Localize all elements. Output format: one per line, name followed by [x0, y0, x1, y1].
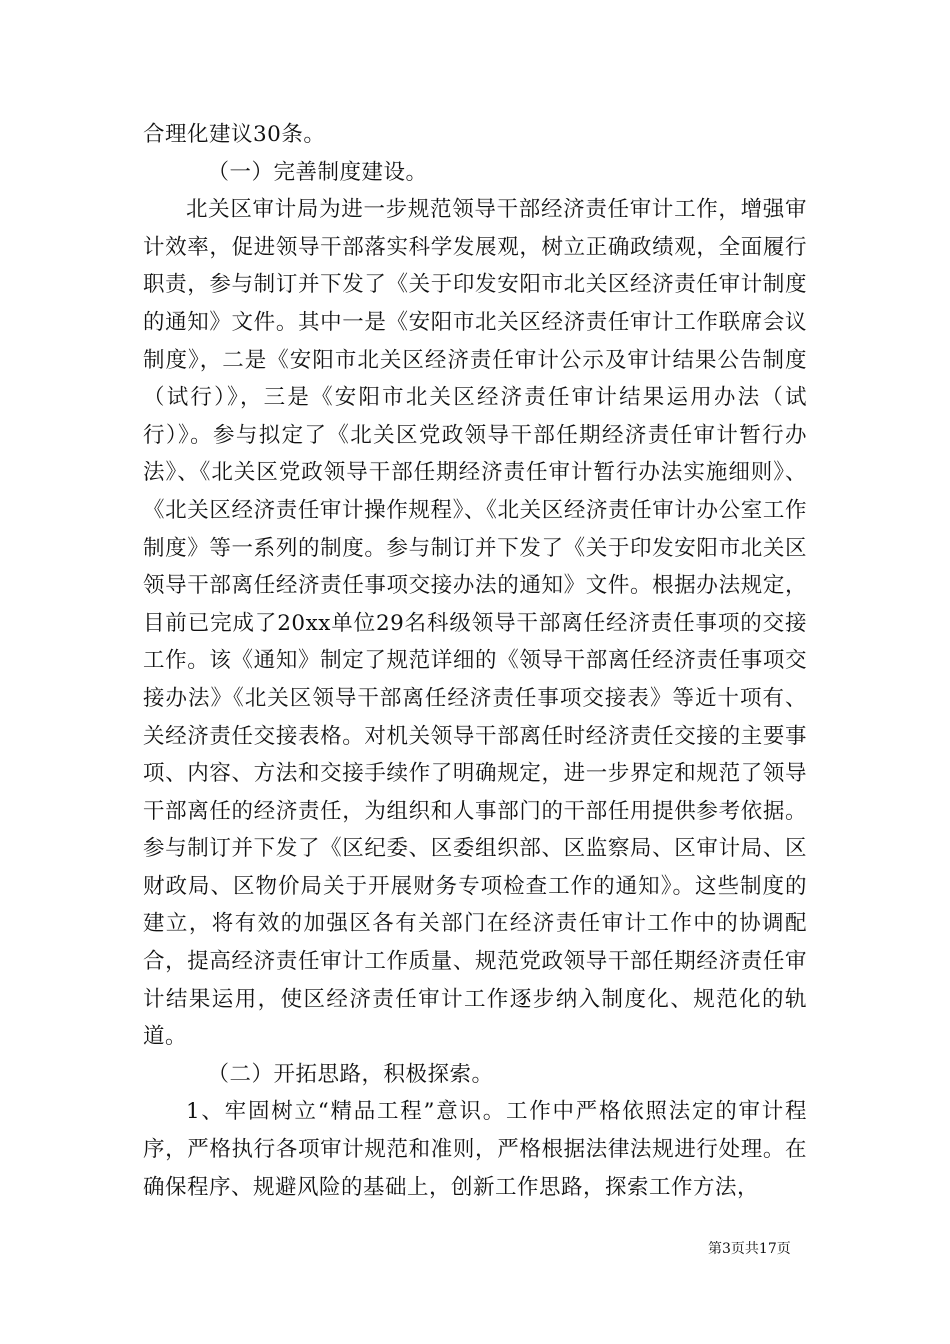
section-heading-1: （一）完善制度建设。	[207, 159, 428, 185]
page-footer: 第3页共17页	[708, 1241, 791, 1257]
paragraph-quality-project: 1、牢固树立“精品工程”意识。工作中严格依照法定的审计程序，严格执行各项审计规范和准则，严格根据法律法规进行处理。在确保程序、规避风险的基础上，创新工作思路，探索工作方法，	[143, 1099, 807, 1200]
paragraph-continuation: 合理化建议30条。	[143, 122, 326, 147]
section-heading-2: （二）开拓思路，积极探索。	[207, 1061, 494, 1087]
paragraph-system-building: 北关区审计局为进一步规范领导干部经济责任审计工作，增强审计效率，促进领导干部落实科学发展观，树立正确政绩观，全面履行职责，参与制订并下发了《关于印发安阳市北关区经济责任审计制度的通知》文件。其中一是《安阳市北关区经济责任审计工作联席会议制度》，二是《安阳市北关区经济责任审计公示及审计结果公告制度（试行）》，三是《安阳市北关区经济责任审计结果运用办法（试行）》。参与拟定了《北关区党政领导干部任期经济责任审计暂行办法》、《北关区党政领导干部任期经济责任审计暂行办法实施细则》、《北关区经济责任审计操作规程》、《北关区经济责任审计办公室工作制度》等一系列的制度。参与制订并下发了《关于印发安阳市北关区领导干部离任经济责任事项交接办法的通知》文件。根据办法规定，目前已完成了20xx单位29名科级领导干部离任经济责任事项的交接工作。该《通知》制定了规范详细的《领导干部离任经济责任事项交接办法》《北关区领导干部离任经济责任事项交接表》等近十项有、关经济责任交接表格。对机关领导干部离任时经济责任交接的主要事项、内容、方法和交接手续作了明确规定，进一步界定和规范了领导干部离任的经济责任，为组织和人事部门的干部任用提供参考依据。参与制订并下发了《区纪委、区委组织部、区监察局、区审计局、区财政局、区物价局关于开展财务专项检查工作的通知》。这些制度的建立，将有效的加强区各有关部门在经济责任审计工作中的协调配合，提高经济责任审计工作质量、规范党政领导干部任期经济责任审计结果运用，使区经济责任审计工作逐步纳入制度化、规范化的轨道。	[143, 197, 807, 1050]
document-body	[143, 116, 807, 1206]
